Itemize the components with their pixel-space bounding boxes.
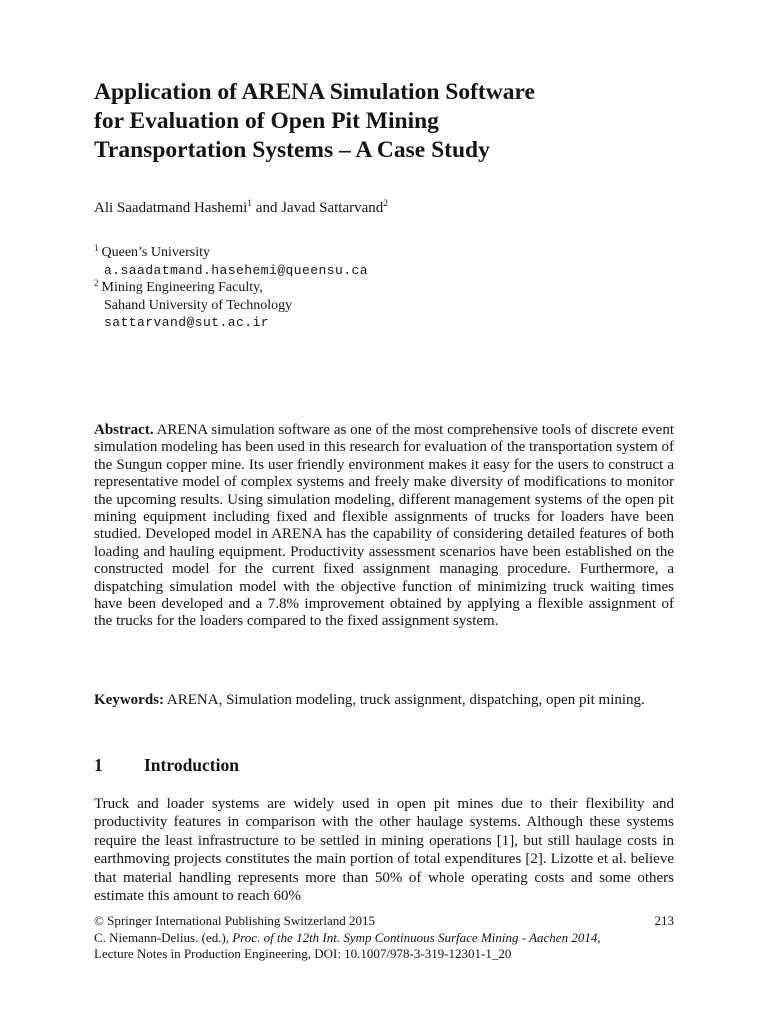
keywords-label: Keywords: (94, 692, 164, 708)
introduction-paragraph: Truck and loader systems are widely used in open pit mines due to their flexibility and productivity features in comparison with the other haulage systems. Although these systems require the least infrastructure to be settled in mining operations [1], but still haulage costs in earthmoving projects constitutes the main portion of total expenditures [2]. Lizotte et al. believe that material handling represents more than 50% of whole operating costs and some others estimate this amount to reach 60% (94, 796, 674, 905)
copyright-notice: © Springer International Publishing Switzerland 2015 (94, 913, 376, 928)
affiliation-1 (94, 244, 368, 262)
paper-title (94, 78, 694, 165)
affiliation-name: Mining Engineering Faculty, (101, 280, 263, 295)
title-line: Application of ARENA Simulation Software (94, 79, 535, 105)
author-affiliation-mark: 1 (247, 199, 253, 209)
title-line: Transportation Systems – A Case Study (94, 137, 490, 163)
author-name: Javad Sattarvand (281, 200, 384, 216)
proceedings-title: Proc. of the 12th Int. Symp Continuous Surface Mining - Aachen 2014 (232, 929, 598, 945)
affiliation-mark: 2 (94, 278, 99, 288)
abstract-text: ARENA simulation software as one of the most comprehensive tools of discrete event simulation modeling has been used in this research for evaluation of the transportation system of the Sungun copper mine. Its user friendly environment makes it easy for the users to construct a representative model of complex systems and freely make diversity of modifications to monitor the upcoming results. Using simulation modeling, different management systems of the open pit mining equipment including fixed and flexible assignments of trucks for loaders have been studied. Developed model in ARENA has the capability of considering detailed features of both loading and hauling equipment. Productivity assessment scenarios have been established on the constructed model for the current fixed assignment managing procedure. Furthermore, a dispatching simulation model with the objective function of minimizing truck waiting times have been developed and a 7.8% improvement obtained by applying a flexible assignment of the trucks for the loaders compared to the fixed assignment system. (94, 422, 674, 630)
page-number: 213 (654, 913, 674, 928)
section-heading (94, 755, 239, 776)
affiliation-mark: 1 (94, 243, 99, 253)
abstract (94, 422, 674, 631)
author-name: Ali Saadatmand Hashemi (94, 200, 248, 216)
author-affiliation-mark: 2 (383, 199, 389, 209)
author-list (94, 200, 388, 217)
author-email[interactable]: a.saadatmand.hasehemi@queensu.ca (104, 262, 369, 278)
editor-text-end: , (597, 929, 601, 945)
page-footer (94, 913, 674, 963)
author-email[interactable]: sattarvand@sut.ac.ir (104, 315, 270, 330)
section-title: Introduction (144, 754, 239, 775)
affiliation-institution: Sahand University of Technology (104, 297, 293, 313)
series-doi: Lecture Notes in Production Engineering, DOI: 10.1007/978-3-319-12301-1_20 (94, 946, 512, 961)
affiliations (94, 244, 368, 332)
affiliation-2 (94, 279, 368, 297)
author-connector: and (252, 200, 282, 216)
affiliation-name: Queen’s University (101, 245, 210, 260)
citation-line (94, 930, 674, 947)
section-number: 1 (94, 754, 103, 775)
title-line: for Evaluation of Open Pit Mining (94, 108, 439, 134)
keywords (94, 692, 674, 709)
editor-text: C. Niemann-Delius. (ed.), (94, 929, 233, 945)
keywords-text: ARENA, Simulation modeling, truck assignment, dispatching, open pit mining. (164, 692, 645, 708)
abstract-label: Abstract. (94, 422, 154, 438)
